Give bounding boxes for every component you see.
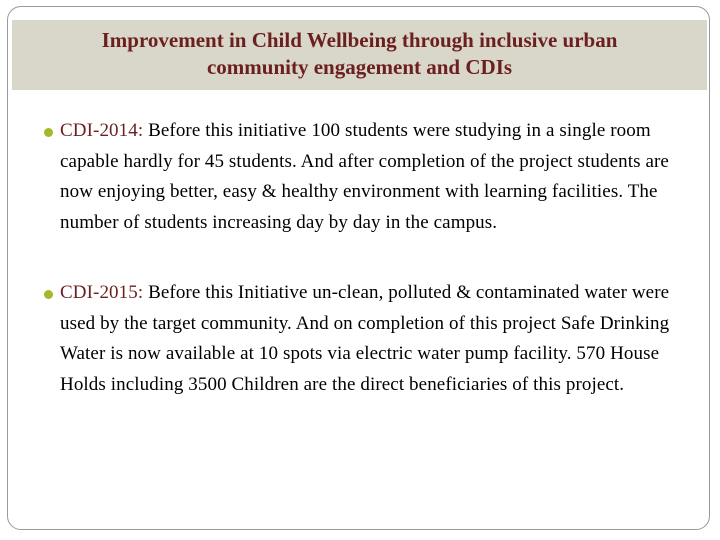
bullet-label: CDI-2015: xyxy=(60,282,144,303)
bullet-list xyxy=(40,116,700,400)
bullet-item-cdi-2014 xyxy=(40,116,700,238)
title-line-2: community engagement and CDIs xyxy=(206,54,513,79)
bullet-text: Before this Initiative un-clean, polluted & contaminated water were used by the target community. And on completion of this project Safe Drinking Water is now available at 10 spots via electric water pump facility. 570 House Holds including 3500 Children are the direct beneficiaries of this project. xyxy=(60,282,670,395)
bullet-item-cdi-2015 xyxy=(40,278,700,400)
title-band xyxy=(12,20,707,90)
bullet-text: Before this initiative 100 students were studying in a single room capable hardly for 45 students. And after completion of the project students are now enjoying better, easy & healthy environment with learning facilities. The number of students increasing day by day in the campus. xyxy=(60,120,669,233)
title-line-1: Improvement in Child Wellbeing through inclusive urban xyxy=(101,27,618,52)
bullet-label: CDI-2014: xyxy=(60,120,144,141)
bullet-dot-icon xyxy=(44,128,53,137)
bullet-dot-icon xyxy=(44,290,53,299)
